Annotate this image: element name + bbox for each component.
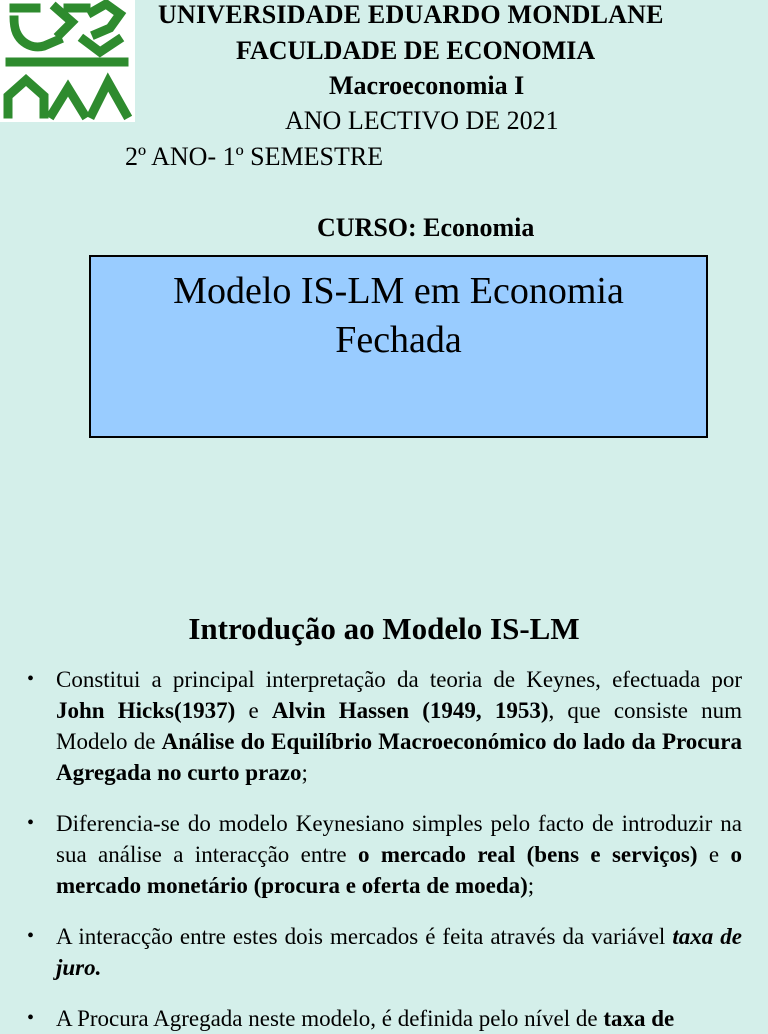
bullet-bold-text: Análise do Equilíbrio Macroeconómico do lado da Procura Agregada no curto prazo	[56, 729, 742, 785]
bullet-icon: •	[27, 668, 35, 690]
curso-label: CURSO: Economia	[317, 213, 535, 242]
bullet-item	[0, 921, 768, 983]
document-title-line-2: Fechada	[335, 319, 462, 361]
bullet-text: e	[697, 842, 731, 867]
academic-year: ANO LECTIVO DE 2021	[285, 106, 559, 135]
bullet-bold-text: o mercado real (bens e serviços)	[357, 842, 698, 867]
bullet-bold-italic-text: taxa de juro.	[56, 924, 742, 980]
university-name: UNIVERSIDADE EDUARDO MONDLANE	[158, 0, 664, 29]
bullet-text: A interacção entre estes dois mercados é feita através da variável	[56, 924, 673, 949]
semester: 2º ANO- 1º SEMESTRE	[125, 142, 384, 171]
bullet-text: ;	[301, 760, 308, 785]
bullet-text: ;	[527, 873, 535, 898]
bullet-item	[0, 1003, 768, 1034]
university-logo	[0, 0, 135, 122]
bullet-text: , que consiste num Modelo de	[56, 698, 742, 754]
bullet-text: A Procura Agregada neste modelo, é definida pelo nível de	[56, 1006, 604, 1031]
document-title-box	[89, 255, 708, 438]
bullet-list	[0, 664, 768, 1034]
bullet-text: Constitui a principal interpretação da teoria de Keynes, efectuada por	[56, 667, 742, 692]
bullet-bold-text: John Hicks(1937)	[56, 698, 236, 723]
bullet-icon: •	[27, 925, 35, 947]
bullet-item	[0, 808, 768, 901]
bullet-bold-text: Alvin Hassen (1949, 1953)	[271, 698, 549, 723]
document-title-line-1: Modelo IS-LM em Economia	[173, 270, 624, 312]
bullet-text: e	[235, 698, 272, 723]
bullet-bold-text: o mercado monetário (procura e oferta de moeda)	[56, 842, 742, 898]
bullet-item	[0, 664, 768, 788]
bullet-text: Diferencia-se do modelo Keynesiano simples pelo facto de introduzir na sua análise a interacção entre	[56, 811, 742, 867]
faculty-name: FACULDADE DE ECONOMIA	[236, 36, 596, 65]
course-name: Macroeconomia I	[329, 71, 525, 100]
university-logo-icon	[0, 0, 135, 122]
section-heading: Introdução ao Modelo IS-LM	[188, 611, 580, 646]
bullet-icon: •	[27, 1007, 35, 1029]
bullet-bold-text: taxa de	[603, 1006, 675, 1031]
bullet-icon: •	[27, 812, 35, 834]
